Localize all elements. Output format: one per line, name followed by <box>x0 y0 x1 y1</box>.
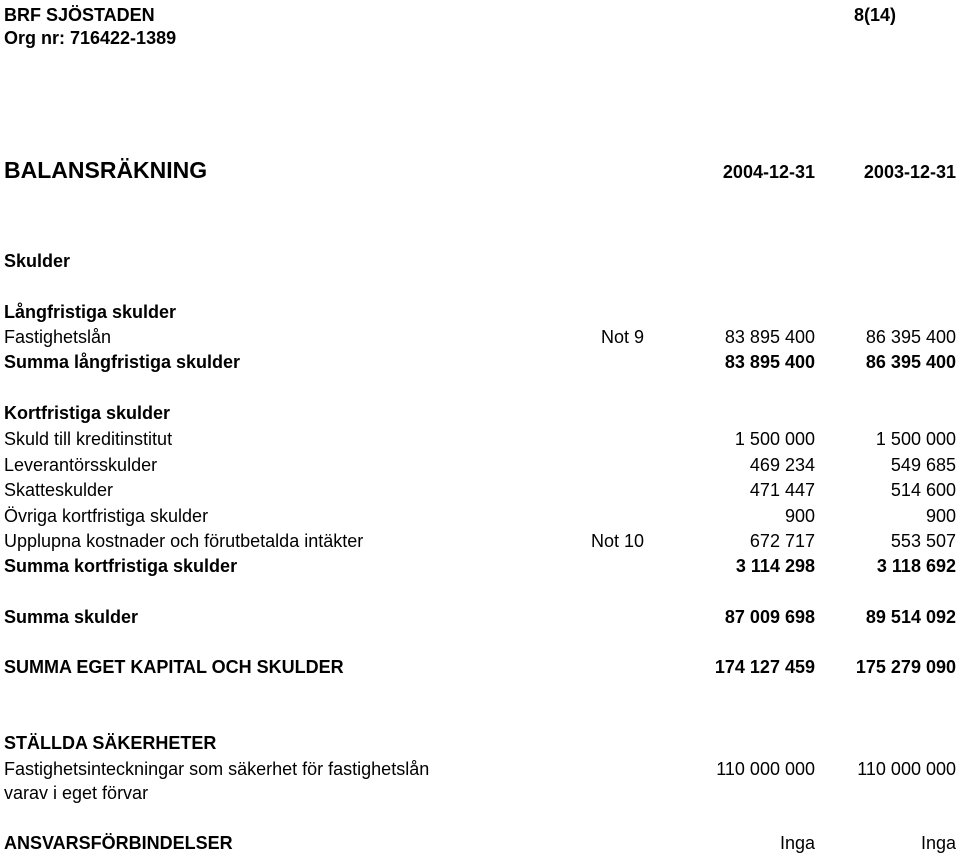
section-title: Skulder <box>4 251 71 271</box>
row-value-2003: 900 <box>925 506 956 526</box>
row-value-2003: 553 507 <box>890 531 956 551</box>
short-term-heading: Kortfristiga skulder <box>4 403 171 423</box>
row-value-2004: 471 447 <box>749 480 815 500</box>
row-value-2004: 83 895 400 <box>724 327 815 347</box>
row-note: Not 10 <box>590 531 644 551</box>
contingent-2004: Inga <box>779 833 815 853</box>
column-date-2003: 2003-12-31 <box>863 162 956 182</box>
row-label: Fastighetsinteckningar som säkerhet för fastighetslån <box>4 759 430 779</box>
row-value-2004: 672 717 <box>749 531 815 551</box>
sum-label: Summa långfristiga skulder <box>4 352 241 372</box>
total-liabilities-2004: 87 009 698 <box>724 607 815 627</box>
row-value-2003: 110 000 000 <box>857 759 956 779</box>
org-name: BRF SJÖSTADEN <box>4 5 155 25</box>
contingent-2003: Inga <box>920 833 956 853</box>
sum-value-2003: 3 118 692 <box>876 556 956 576</box>
row-value-2003: 86 395 400 <box>865 327 956 347</box>
row-label: Övriga kortfristiga skulder <box>4 506 209 526</box>
row-label: Fastighetslån <box>4 327 112 347</box>
grand-total-2004: 174 127 459 <box>714 657 815 677</box>
page-number: 8(14) <box>853 5 896 25</box>
sum-value-2004: 83 895 400 <box>724 352 815 372</box>
collateral-heading: STÄLLDA SÄKERHETER <box>4 733 217 753</box>
page-title: BALANSRÄKNING <box>4 157 208 183</box>
row-note: Not 9 <box>600 327 644 347</box>
row-value-2003: 1 500 000 <box>875 429 956 449</box>
long-term-heading: Långfristiga skulder <box>4 302 177 322</box>
collateral-sub-label: varav i eget förvar <box>4 783 149 803</box>
row-value-2004: 1 500 000 <box>734 429 815 449</box>
row-label: Skatteskulder <box>4 480 114 500</box>
sum-value-2004: 3 114 298 <box>735 556 815 576</box>
sum-label: Summa kortfristiga skulder <box>4 556 238 576</box>
row-value-2004: 469 234 <box>749 455 815 475</box>
row-label: Upplupna kostnader och förutbetalda intäkter <box>4 531 364 551</box>
org-number: Org nr: 716422-1389 <box>4 28 177 48</box>
row-value-2003: 549 685 <box>890 455 956 475</box>
contingent-label: ANSVARSFÖRBINDELSER <box>4 833 233 853</box>
grand-total-2003: 175 279 090 <box>855 657 956 677</box>
column-date-2004: 2004-12-31 <box>722 162 815 182</box>
row-value-2004: 110 000 000 <box>716 759 815 779</box>
row-label: Leverantörsskulder <box>4 455 158 475</box>
total-liabilities-label: Summa skulder <box>4 607 139 627</box>
total-liabilities-2003: 89 514 092 <box>865 607 956 627</box>
row-label: Skuld till kreditinstitut <box>4 429 173 449</box>
grand-total-label: SUMMA EGET KAPITAL OCH SKULDER <box>4 657 344 677</box>
sum-value-2003: 86 395 400 <box>865 352 956 372</box>
row-value-2003: 514 600 <box>890 480 956 500</box>
row-value-2004: 900 <box>784 506 815 526</box>
